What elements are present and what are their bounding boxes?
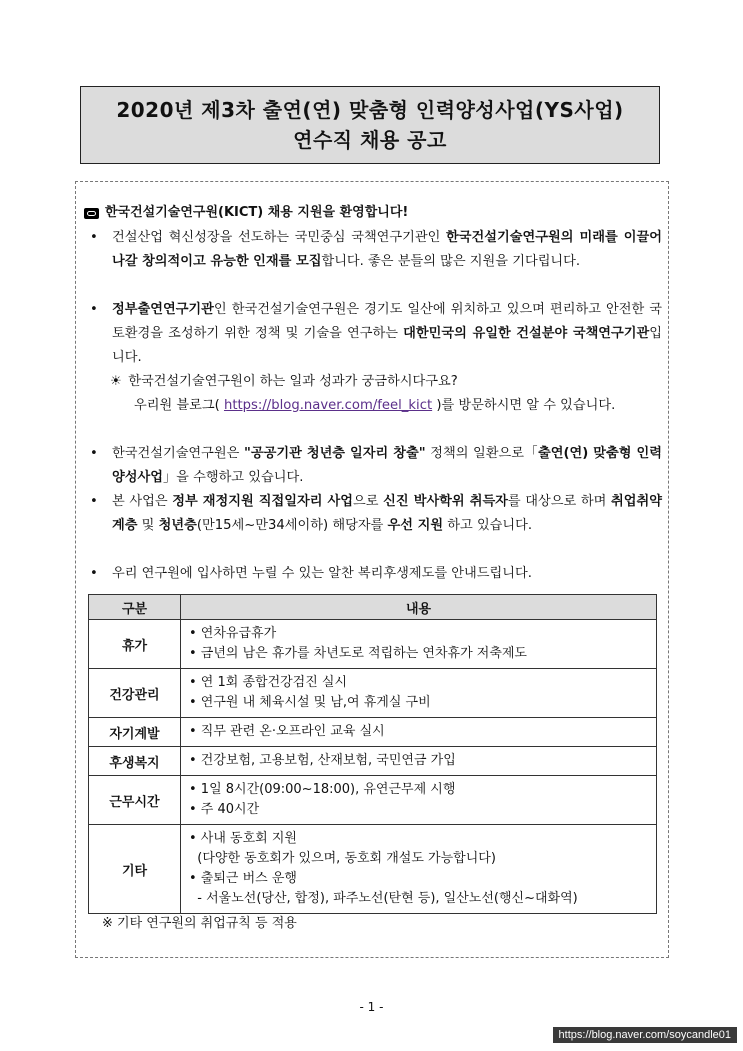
bullet-dot: •	[90, 230, 98, 245]
sub-line-2a: 우리원 블로그(	[134, 398, 224, 413]
content-box	[75, 181, 669, 958]
bullet-text: 합니다. 좋은 분들의 많은 지원을 기다립니다.	[321, 254, 581, 269]
watermark: https://blog.naver.com/soycandle01	[553, 1027, 737, 1043]
row-details	[181, 718, 657, 747]
bullet-target	[90, 490, 662, 538]
title-box	[80, 86, 660, 164]
title-line-1: 2020년 제3차 출연(연) 맞춤형 인력양성사업(YS사업)	[116, 98, 624, 122]
row-details	[181, 620, 657, 669]
header-content: 내용	[181, 595, 657, 620]
table-row	[89, 747, 657, 776]
row-detail-line: • 건강보험, 고용보험, 산재보험, 국민연금 가입	[189, 753, 456, 768]
blog-link[interactable]: https://blog.naver.com/feel_kict	[223, 398, 433, 413]
headline-text: 한국건설기술연구원(KICT) 채용 지원을 환영합니다!	[105, 205, 409, 220]
sun-icon: ☀	[110, 374, 122, 389]
table-row	[89, 620, 657, 669]
bullet-strong: 대한민국의 유일한 건설분야 국책연구기관	[403, 326, 650, 341]
bullet-strong: 정부 재정지원 직접일자리 사업	[172, 494, 354, 509]
bullet-text: 정책의 일환으로「	[425, 446, 539, 461]
row-detail-line: • 금년의 남은 휴가를 차년도로 적립하는 연차휴가 저축제도	[189, 646, 527, 661]
sub-line-1: 한국건설기술연구원이 하는 일과 성과가 궁금하시다구요?	[128, 374, 458, 389]
row-category: 기타	[89, 825, 181, 914]
row-category: 자기계발	[89, 718, 181, 747]
bullet-text: 건설산업 혁신성장을 선도하는 국민중심 국책연구기관인	[112, 230, 447, 245]
bullet-institute	[90, 298, 662, 370]
headline	[84, 201, 408, 225]
row-category: 건강관리	[89, 669, 181, 718]
bullet-text: 한국건설기술연구원은	[112, 446, 244, 461]
bullet-welfare	[90, 562, 662, 586]
row-details	[181, 776, 657, 825]
bullet-dot: •	[90, 494, 98, 509]
bullet-text: (만15세~만34세이하) 해당자를	[196, 518, 388, 533]
row-details	[181, 669, 657, 718]
page-number: - 1 -	[359, 1000, 384, 1014]
row-category: 후생복지	[89, 747, 181, 776]
row-detail-line: • 사내 동호회 지원	[189, 831, 297, 846]
table-row	[89, 718, 657, 747]
bullet-text: 및	[137, 518, 159, 533]
bullet-text: 입니다.	[112, 326, 663, 365]
table-header-row	[89, 595, 657, 620]
bullet-strong: 정부출연연구기관	[112, 302, 214, 317]
row-detail-line: (다양한 동호회가 있으며, 동호회 개설도 가능합니다)	[189, 851, 496, 866]
bullet-text: 하고 있습니다.	[443, 518, 533, 533]
row-detail-line: - 서울노선(당산, 합정), 파주노선(탄현 등), 일산노선(행신~대화역)	[189, 891, 578, 906]
row-detail-line: • 1일 8시간(09:00~18:00), 유연근무제 시행	[189, 782, 456, 797]
bullet-dot: •	[90, 566, 98, 581]
bullet-text: 인 한국건설기술연구원은 경기도 일산에 위치하고 있으며 편리하고 안전한 국토환경을 조성하기 위한 정책 및 기술을 연구하는	[112, 302, 662, 341]
footnote: ※ 기타 연구원의 취업규칙 등 적용	[102, 916, 297, 931]
table-row	[89, 776, 657, 825]
bullet-text: 으로	[353, 494, 384, 509]
bullet-recruit	[90, 226, 662, 274]
row-detail-line: • 직무 관련 온·오프라인 교육 실시	[189, 724, 385, 739]
welfare-table	[88, 594, 657, 914]
bullet-dot: •	[90, 302, 98, 317]
row-category: 휴가	[89, 620, 181, 669]
sub-line-2b: )를 방문하시면 알 수 있습니다.	[432, 398, 616, 413]
row-detail-line: • 연구원 내 체육시설 및 남,여 휴게실 구비	[189, 695, 431, 710]
row-detail-line: • 주 40시간	[189, 802, 260, 817]
table-row	[89, 669, 657, 718]
bullet-strong: 한국건설기술연구원의 미래를 이끌어 나갈 창의적이고 유능한 인재를 모집	[112, 230, 662, 269]
sub-note	[110, 370, 615, 418]
bullet-strong: 우선 지원	[387, 518, 444, 533]
bullet-strong: 출연(연) 맞춤형 인력양성사업	[112, 446, 662, 485]
link-icon	[84, 208, 99, 219]
title-line-2: 연수직 채용 공고	[293, 128, 447, 152]
bullet-strong: "공공기관 청년층 일자리 창출"	[244, 446, 426, 461]
row-details	[181, 825, 657, 914]
bullet-text: 본 사업은	[112, 494, 173, 509]
bullet-text: 」을 수행하고 있습니다.	[162, 470, 304, 485]
bullet-program	[90, 442, 662, 490]
header-category: 구분	[89, 595, 181, 620]
row-category: 근무시간	[89, 776, 181, 825]
row-detail-line: • 연차유급휴가	[189, 626, 277, 641]
row-detail-line: • 출퇴근 버스 운행	[189, 871, 297, 886]
bullet-dot: •	[90, 446, 98, 461]
bullet-strong: 취업취약계층	[112, 494, 663, 533]
bullet-strong: 청년층	[158, 518, 197, 533]
table-row	[89, 825, 657, 914]
row-details	[181, 747, 657, 776]
bullet-text: 우리 연구원에 입사하면 누릴 수 있는 알찬 복리후생제도를 안내드립니다.	[112, 566, 532, 581]
bullet-strong: 신진 박사학위 취득자	[383, 494, 508, 509]
row-detail-line: • 연 1회 종합건강검진 실시	[189, 675, 348, 690]
bullet-text: 를 대상으로 하며	[507, 494, 612, 509]
